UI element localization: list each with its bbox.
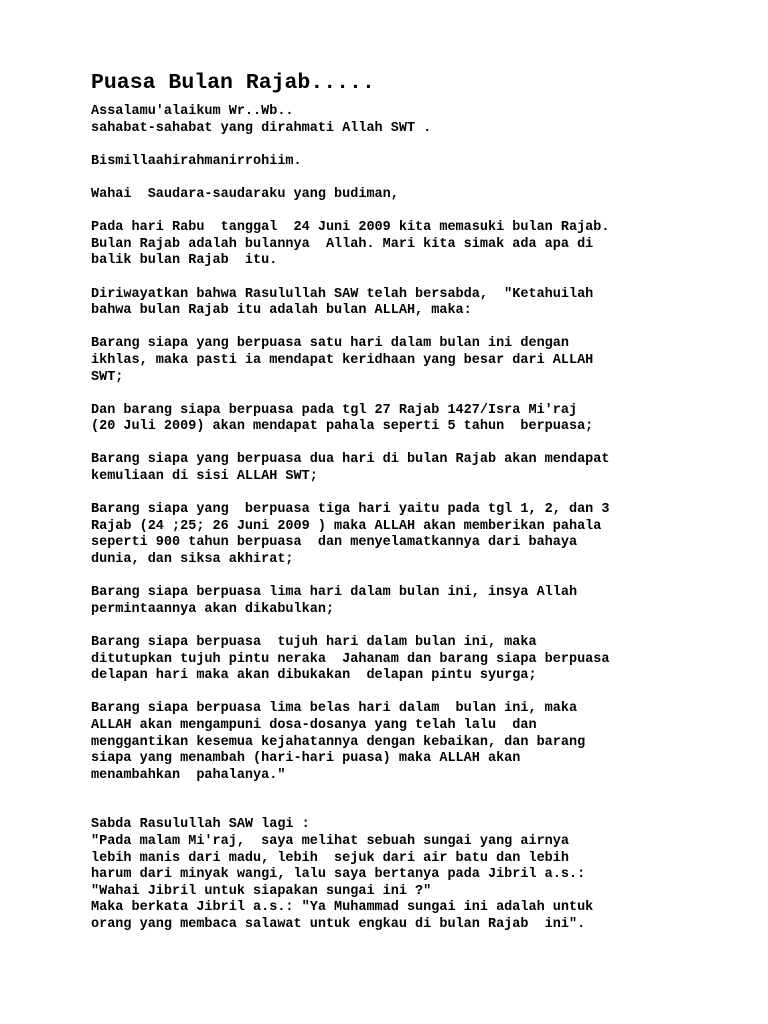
paragraph-27-rajab — [91, 403, 751, 436]
text-line: kemuliaan di sisi ALLAH SWT; — [91, 469, 318, 485]
text-line: Barang siapa yang berpuasa satu hari dalam bulan ini dengan — [91, 336, 569, 352]
text-line: harum dari minyak wangi, lalu saya bertanya pada Jibril a.s.: — [91, 867, 586, 883]
text-line: Sabda Rasulullah SAW lagi : — [91, 817, 310, 833]
text-line: Rajab (24 ;25; 26 Juni 2009 ) maka ALLAH akan memberikan pahala — [91, 518, 602, 534]
paragraph-address — [91, 187, 751, 204]
paragraph-hadith-intro — [91, 287, 751, 320]
text-line: delapan hari maka akan dibukakan delapan pintu syurga; — [91, 668, 537, 684]
text-line: "Wahai Jibril untuk siapakan sungai ini ?" — [91, 883, 432, 899]
text-line: SWT; — [91, 369, 124, 385]
document-page — [91, 70, 751, 934]
text-line: "Pada malam Mi'raj, saya melihat sebuah sungai yang airnya — [91, 833, 569, 849]
text-line: Barang siapa berpuasa tujuh hari dalam bulan ini, maka — [91, 635, 537, 650]
paragraph-one-day — [91, 336, 751, 386]
text-line: Assalamu'alaikum Wr..Wb.. — [91, 104, 294, 119]
text-line: Pada hari Rabu tanggal 24 Juni 2009 kita memasuki bulan Rajab. — [91, 220, 610, 236]
text-line: dunia, dan siksa akhirat; — [91, 552, 294, 568]
text-line: orang yang membaca salawat untuk engkau di bulan Rajab ini". — [91, 916, 586, 932]
paragraph-miraj-river — [91, 817, 751, 933]
text-line: Wahai Saudara-saudaraku yang budiman, — [91, 186, 399, 202]
text-line: lebih manis dari madu, lebih sejuk dari air batu dan lebih — [91, 850, 569, 866]
text-line: Barang siapa yang berpuasa dua hari di bulan Rajab akan mendapat — [91, 452, 610, 468]
text-line: seperti 900 tahun berpuasa dan menyelamatkannya dari bahaya — [91, 535, 578, 551]
text-line: permintaannya akan dikabulkan; — [91, 601, 335, 617]
text-line: menambahkan pahalanya." — [91, 767, 286, 783]
text-line: menggantikan kesemua kejahatannya dengan kebaikan, dan barang — [91, 734, 586, 750]
paragraph-greeting — [91, 104, 751, 137]
text-line: ditutupkan tujuh pintu neraka Jahanam dan barang siapa berpuasa — [91, 651, 610, 667]
paragraph-bismillah — [91, 154, 751, 171]
text-line: Diriwayatkan bahwa Rasulullah SAW telah bersabda, "Ketahuilah — [91, 286, 594, 302]
paragraph-fifteen-days — [91, 701, 751, 784]
text-line: Maka berkata Jibril a.s.: "Ya Muhammad sungai ini adalah untuk — [91, 900, 594, 916]
paragraph-three-days — [91, 502, 751, 568]
text-line: balik bulan Rajab itu. — [91, 253, 278, 269]
text-line: bahwa bulan Rajab itu adalah bulan ALLAH, maka: — [91, 303, 472, 319]
paragraph-intro — [91, 220, 751, 270]
text-line: (20 Juli 2009) akan mendapat pahala seperti 5 tahun berpuasa; — [91, 419, 594, 435]
text-line: ALLAH akan mengampuni dosa-dosanya yang telah lalu dan — [91, 717, 537, 733]
paragraph-two-days — [91, 452, 751, 485]
text-line: Dan barang siapa berpuasa pada tgl 27 Rajab 1427/Isra Mi'raj — [91, 402, 578, 418]
document-title: Puasa Bulan Rajab..... — [91, 71, 375, 95]
text-line: Bulan Rajab adalah bulannya Allah. Mari kita simak ada apa di — [91, 236, 594, 252]
paragraph-seven-days — [91, 635, 751, 685]
text-line: Barang siapa yang berpuasa tiga hari yaitu pada tgl 1, 2, dan 3 — [91, 502, 610, 518]
text-line: Barang siapa berpuasa lima belas hari dalam bulan ini, maka — [91, 701, 578, 717]
text-line: Barang siapa berpuasa lima hari dalam bulan ini, insya Allah — [91, 585, 578, 601]
text-line: siapa yang menambah (hari-hari puasa) maka ALLAH akan — [91, 751, 521, 767]
text-line: ikhlas, maka pasti ia mendapat keridhaan yang besar dari ALLAH — [91, 352, 594, 368]
text-line: Bismillaahirahmanirrohiim. — [91, 153, 302, 169]
text-line: sahabat-sahabat yang dirahmati Allah SWT . — [91, 120, 432, 136]
paragraph-five-days — [91, 585, 751, 618]
